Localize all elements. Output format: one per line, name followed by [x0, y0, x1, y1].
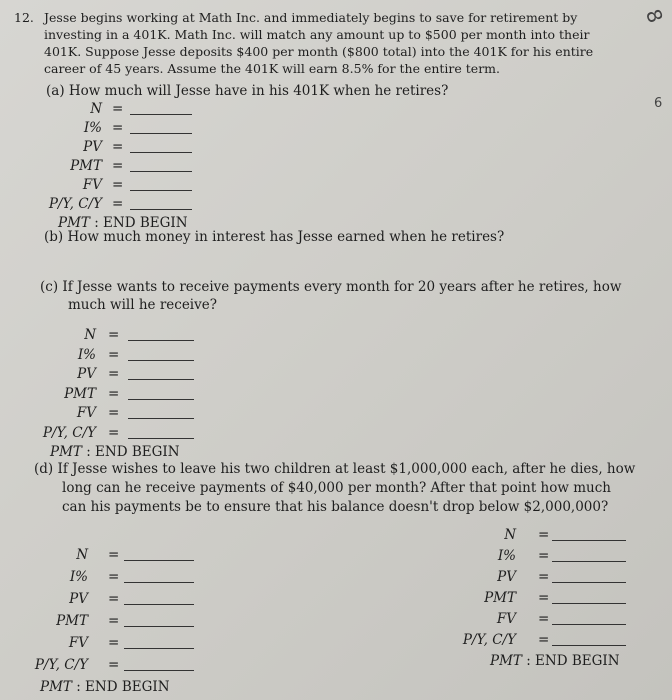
equals-sign: =: [538, 548, 550, 564]
part-a-question: [46, 83, 448, 99]
tvm-block-d-left: [0, 547, 220, 697]
equals-sign: =: [108, 547, 120, 563]
tvm-row-fv: [0, 405, 220, 424]
tvm-row-i-percent: [0, 120, 220, 139]
equals-sign: =: [108, 424, 120, 441]
part-a-label: (a): [46, 83, 65, 99]
equals-sign: =: [112, 158, 124, 174]
pmt-mode-row: [50, 444, 180, 460]
equals-sign: =: [108, 613, 120, 629]
tvm-row-pmt: [0, 386, 220, 405]
stem-line: investing in a 401K. Math Inc. will match any amount up to $500 per month into their: [44, 27, 590, 42]
answer-blank-i-percent[interactable]: [552, 548, 626, 562]
equals-sign: =: [108, 405, 120, 421]
answer-blank-fv[interactable]: [552, 611, 626, 625]
tvm-row-n: [0, 327, 220, 346]
tvm-label-pmt: PMT: [70, 158, 102, 174]
answer-blank-pmt[interactable]: [552, 590, 626, 604]
tvm-row-i-percent: [0, 569, 220, 588]
answer-blank-py-cy[interactable]: [128, 425, 194, 439]
tvm-row-py-cy: [0, 425, 220, 444]
part-b-text: How much money in interest has Jesse earned when he retires?: [67, 229, 505, 245]
tvm-label-py-cy: P/Y, C/Y: [34, 657, 88, 673]
margin-mark-top: 8: [640, 5, 668, 27]
tvm-label-n: N: [504, 527, 516, 543]
equals-sign: =: [538, 632, 550, 648]
pmt-mode-options: : END BEGIN: [86, 444, 180, 460]
equals-sign: =: [108, 591, 120, 607]
pmt-mode-label: PMT: [50, 444, 82, 460]
tvm-label-py-cy: P/Y, C/Y: [48, 196, 102, 212]
part-a-text: How much will Jesse have in his 401K when he retires?: [68, 83, 449, 99]
equals-sign: =: [112, 177, 124, 193]
answer-blank-pmt[interactable]: [128, 386, 194, 400]
tvm-label-pmt: PMT: [64, 385, 96, 402]
answer-blank-pv[interactable]: [124, 591, 194, 605]
answer-blank-pv[interactable]: [130, 139, 192, 153]
tvm-row-pv: [430, 569, 670, 588]
tvm-row-pmt: [0, 158, 220, 177]
equals-sign: =: [112, 196, 124, 212]
answer-blank-pmt[interactable]: [130, 158, 192, 172]
pmt-mode-options: : END BEGIN: [94, 215, 188, 231]
equals-sign: =: [108, 327, 120, 343]
answer-blank-n[interactable]: [128, 327, 194, 341]
answer-blank-n[interactable]: [130, 101, 192, 115]
answer-blank-pv[interactable]: [128, 366, 194, 380]
tvm-label-py-cy: P/Y, C/Y: [42, 424, 96, 441]
tvm-label-i-percent: I%: [83, 120, 102, 136]
tvm-label-n: N: [84, 327, 96, 343]
answer-blank-pmt[interactable]: [124, 613, 194, 627]
tvm-label-i-percent: I%: [497, 548, 516, 564]
tvm-row-n: [0, 547, 220, 566]
answer-blank-pv[interactable]: [552, 569, 626, 583]
tvm-label-fv: FV: [68, 635, 88, 651]
pmt-mode-options: : END BEGIN: [76, 679, 170, 695]
tvm-row-py-cy: [0, 196, 220, 215]
tvm-row-py-cy: [0, 657, 220, 676]
tvm-label-py-cy: P/Y, C/Y: [462, 632, 516, 648]
equals-sign: =: [112, 139, 124, 155]
tvm-label-n: N: [90, 101, 102, 117]
answer-blank-py-cy[interactable]: [130, 196, 192, 210]
part-d-label: (d): [34, 461, 54, 477]
answer-blank-fv[interactable]: [124, 635, 194, 649]
answer-blank-fv[interactable]: [130, 177, 192, 191]
tvm-label-pv: PV: [69, 591, 88, 607]
part-c-line: If Jesse wants to receive payments every month for 20 years after he retires, how: [62, 279, 622, 295]
tvm-row-i-percent: [430, 548, 670, 567]
pmt-mode-row: [40, 679, 170, 695]
stem-line: Jesse begins working at Math Inc. and immediately begins to save for retirement by: [44, 10, 578, 25]
pmt-mode-label: PMT: [490, 653, 522, 669]
equals-sign: =: [108, 366, 120, 382]
tvm-row-pv: [0, 139, 220, 158]
tvm-row-n: [430, 527, 670, 546]
tvm-block-c: [0, 327, 220, 460]
pmt-mode-label: PMT: [40, 679, 72, 695]
answer-blank-py-cy[interactable]: [124, 657, 194, 671]
equals-sign: =: [538, 611, 550, 627]
tvm-label-pv: PV: [77, 366, 96, 382]
tvm-row-n: [0, 101, 220, 120]
answer-blank-i-percent[interactable]: [130, 120, 192, 134]
part-d-line: long can he receive payments of $40,000 per month? After that point how much: [62, 480, 611, 496]
equals-sign: =: [108, 635, 120, 651]
tvm-label-pmt: PMT: [484, 590, 516, 606]
part-c-label: (c): [40, 279, 59, 295]
part-c-question: [40, 278, 621, 314]
tvm-label-pv: PV: [497, 569, 516, 585]
answer-blank-i-percent[interactable]: [124, 569, 194, 583]
tvm-block-a: [0, 101, 220, 231]
tvm-row-fv: [0, 635, 220, 654]
tvm-row-pmt: [0, 613, 220, 632]
pmt-mode-options: : END BEGIN: [526, 653, 620, 669]
equals-sign: =: [112, 120, 124, 136]
tvm-label-fv: FV: [496, 611, 516, 627]
part-b-label: (b): [44, 229, 64, 245]
tvm-label-i-percent: I%: [77, 346, 96, 363]
equals-sign: =: [112, 101, 124, 117]
stem-line: 401K. Suppose Jesse deposits $400 per month ($800 total) into the 401K for his entire: [44, 44, 594, 59]
tvm-row-py-cy: [430, 632, 670, 651]
problem-number: 12.: [14, 10, 34, 25]
margin-mark-side: 6: [654, 96, 663, 111]
tvm-row-pmt: [430, 590, 670, 609]
answer-blank-n[interactable]: [124, 547, 194, 561]
tvm-row-fv: [430, 611, 670, 630]
part-d-line: If Jesse wishes to leave his two children at least $1,000,000 each, after he dies, how: [57, 461, 636, 477]
tvm-row-i-percent: [0, 347, 220, 366]
equals-sign: =: [538, 569, 550, 585]
tvm-row-pv: [0, 591, 220, 610]
answer-blank-i-percent[interactable]: [128, 347, 194, 361]
tvm-label-fv: FV: [82, 177, 102, 193]
equals-sign: =: [108, 346, 120, 363]
answer-blank-n[interactable]: [552, 527, 626, 541]
equals-sign: =: [108, 385, 120, 402]
equals-sign: =: [538, 527, 550, 543]
pmt-mode-row: [490, 653, 620, 669]
problem-stem: [44, 9, 593, 77]
tvm-row-fv: [0, 177, 220, 196]
part-d-question: [34, 460, 635, 517]
pmt-mode-label: PMT: [58, 215, 90, 231]
tvm-block-d-right: [430, 527, 670, 677]
part-c-line: much will he receive?: [68, 297, 217, 313]
equals-sign: =: [108, 569, 120, 585]
equals-sign: =: [538, 590, 550, 606]
tvm-row-pv: [0, 366, 220, 385]
tvm-label-pv: PV: [83, 139, 102, 155]
tvm-label-fv: FV: [76, 405, 96, 421]
tvm-label-pmt: PMT: [56, 613, 88, 629]
answer-blank-fv[interactable]: [128, 405, 194, 419]
tvm-label-i-percent: I%: [69, 569, 88, 585]
part-b-question: [44, 229, 504, 245]
stem-line: career of 45 years. Assume the 401K will earn 8.5% for the entire term.: [44, 61, 500, 76]
answer-blank-py-cy[interactable]: [552, 632, 626, 646]
tvm-label-n: N: [76, 547, 88, 563]
part-d-line: can his payments be to ensure that his balance doesn't drop below $2,000,000?: [62, 499, 609, 515]
equals-sign: =: [108, 657, 120, 673]
